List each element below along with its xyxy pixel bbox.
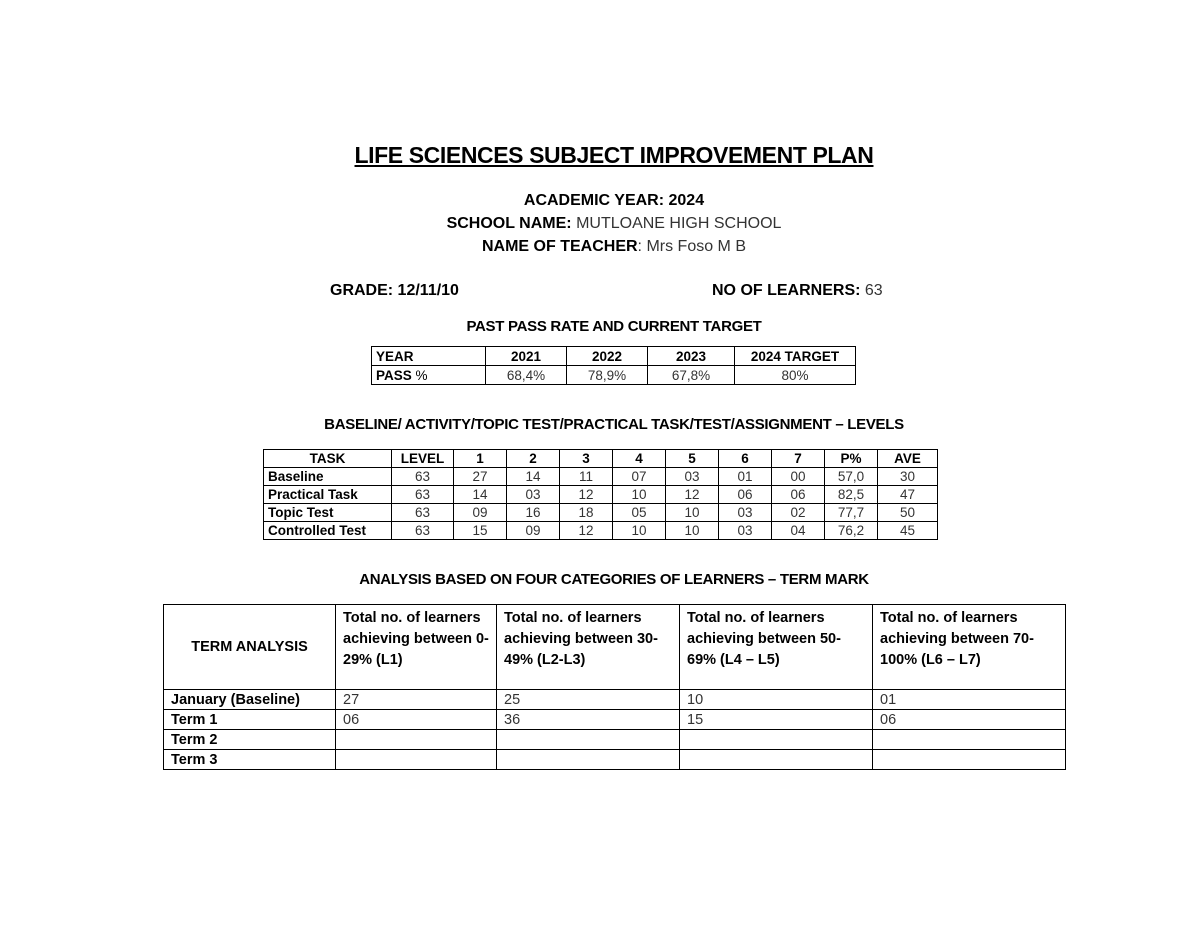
table-cell: 15 [680,710,873,730]
table-cell: 14 [454,486,507,504]
row-label: January (Baseline) [164,690,336,710]
table-cell: 06 [336,710,497,730]
column-header: Total no. of learners achieving between 30-49% (L2-L3) [497,605,680,690]
table-cell [336,730,497,750]
analysis-section-title: ANALYSIS BASED ON FOUR CATEGORIES OF LEARNERS – TERM MARK [359,571,869,588]
table-header-row [164,605,1066,690]
table-cell: 09 [454,504,507,522]
table-cell: 63 [392,468,454,486]
teacher-value: : Mrs Foso M B [637,238,746,255]
column-header: 7 [772,450,825,468]
table-row [264,522,938,540]
table-cell: 67,8% [648,366,735,385]
table-cell: 12 [666,486,719,504]
table-row [264,504,938,522]
table-cell: 63 [392,522,454,540]
school-name-label: SCHOOL NAME: [446,215,572,232]
table-cell: 14 [507,468,560,486]
table-row [372,366,856,385]
table-cell: 16 [507,504,560,522]
table-cell: 02 [772,504,825,522]
column-header: 6 [719,450,772,468]
row-label: Term 3 [164,750,336,770]
term-analysis-table [163,604,1066,770]
table-row [164,730,1066,750]
learners-value: 63 [864,282,883,299]
column-header: Total no. of learners achieving between 0-29% (L1) [336,605,497,690]
table-cell: 03 [719,522,772,540]
column-header: 2022 [567,347,648,366]
table-cell: 45 [878,522,938,540]
table-cell: 10 [666,522,719,540]
table-row [164,710,1066,730]
table-cell: 78,9% [567,366,648,385]
row-label: Practical Task [264,486,392,504]
teacher-line [0,238,1200,256]
column-header: TASK [264,450,392,468]
column-header: AVE [878,450,938,468]
table-cell: 06 [719,486,772,504]
table-cell: 06 [873,710,1066,730]
levels-table [263,449,938,540]
table-cell: 63 [392,486,454,504]
table-cell: 80% [735,366,856,385]
column-header: 2023 [648,347,735,366]
table-cell [873,750,1066,770]
column-header: TERM ANALYSIS [164,605,336,690]
table-cell: 18 [560,504,613,522]
learners-line [712,282,883,300]
table-row [264,486,938,504]
column-header: 4 [613,450,666,468]
table-cell: 11 [560,468,613,486]
column-header: 5 [666,450,719,468]
table-cell: 68,4% [486,366,567,385]
pass-label: PASS [376,367,412,383]
column-header: Total no. of learners achieving between 50-69% (L4 – L5) [680,605,873,690]
table-cell [497,730,680,750]
school-name-line [0,215,1200,233]
table-cell: 10 [666,504,719,522]
table-cell [336,750,497,770]
table-cell: 03 [719,504,772,522]
column-header: LEVEL [392,450,454,468]
column-header: 1 [454,450,507,468]
table-cell: 03 [666,468,719,486]
levels-section-title: BASELINE/ ACTIVITY/TOPIC TEST/PRACTICAL TASK/TEST/ASSIGNMENT – LEVELS [324,416,904,433]
row-label: Term 2 [164,730,336,750]
percent-sign: % [411,367,428,383]
table-cell: 09 [507,522,560,540]
pass-section-title: PAST PASS RATE AND CURRENT TARGET [466,318,762,335]
table-cell [497,750,680,770]
table-cell: 06 [772,486,825,504]
column-header: 3 [560,450,613,468]
table-cell: 12 [560,522,613,540]
row-label [372,366,486,385]
table-cell: 10 [613,522,666,540]
table-cell: 05 [613,504,666,522]
table-row [164,690,1066,710]
table-cell [680,750,873,770]
table-cell: 00 [772,468,825,486]
table-header-row [264,450,938,468]
table-cell: 01 [873,690,1066,710]
table-cell: 01 [719,468,772,486]
table-cell: 47 [878,486,938,504]
table-cell: 04 [772,522,825,540]
table-cell: 25 [497,690,680,710]
column-header: 2 [507,450,560,468]
column-header: Total no. of learners achieving between 70-100% (L6 – L7) [873,605,1066,690]
table-cell: 27 [336,690,497,710]
row-label: Term 1 [164,710,336,730]
table-cell: 76,2 [825,522,878,540]
row-label: Controlled Test [264,522,392,540]
table-cell [680,730,873,750]
table-cell: 27 [454,468,507,486]
table-header-row [372,347,856,366]
column-header: YEAR [372,347,486,366]
table-cell: 36 [497,710,680,730]
teacher-label: NAME OF TEACHER [481,238,638,255]
table-cell: 15 [454,522,507,540]
table-row [164,750,1066,770]
table-cell: 12 [560,486,613,504]
row-label: Baseline [264,468,392,486]
academic-year: ACADEMIC YEAR: 2024 [523,192,705,209]
row-label: Topic Test [264,504,392,522]
column-header: 2024 TARGET [735,347,856,366]
table-cell: 57,0 [825,468,878,486]
table-row [264,468,938,486]
school-name-value: MUTLOANE HIGH SCHOOL [576,215,782,232]
table-cell: 07 [613,468,666,486]
table-cell [873,730,1066,750]
table-cell: 03 [507,486,560,504]
table-cell: 10 [613,486,666,504]
pass-rate-table [371,346,856,385]
table-cell: 82,5 [825,486,878,504]
column-header: P% [825,450,878,468]
table-cell: 63 [392,504,454,522]
table-cell: 30 [878,468,938,486]
table-cell: 77,7 [825,504,878,522]
table-cell: 50 [878,504,938,522]
grade: GRADE: 12/11/10 [330,282,459,299]
learners-label: NO OF LEARNERS: [712,282,861,299]
page-title: LIFE SCIENCES SUBJECT IMPROVEMENT PLAN [354,142,874,168]
column-header: 2021 [486,347,567,366]
table-cell: 10 [680,690,873,710]
